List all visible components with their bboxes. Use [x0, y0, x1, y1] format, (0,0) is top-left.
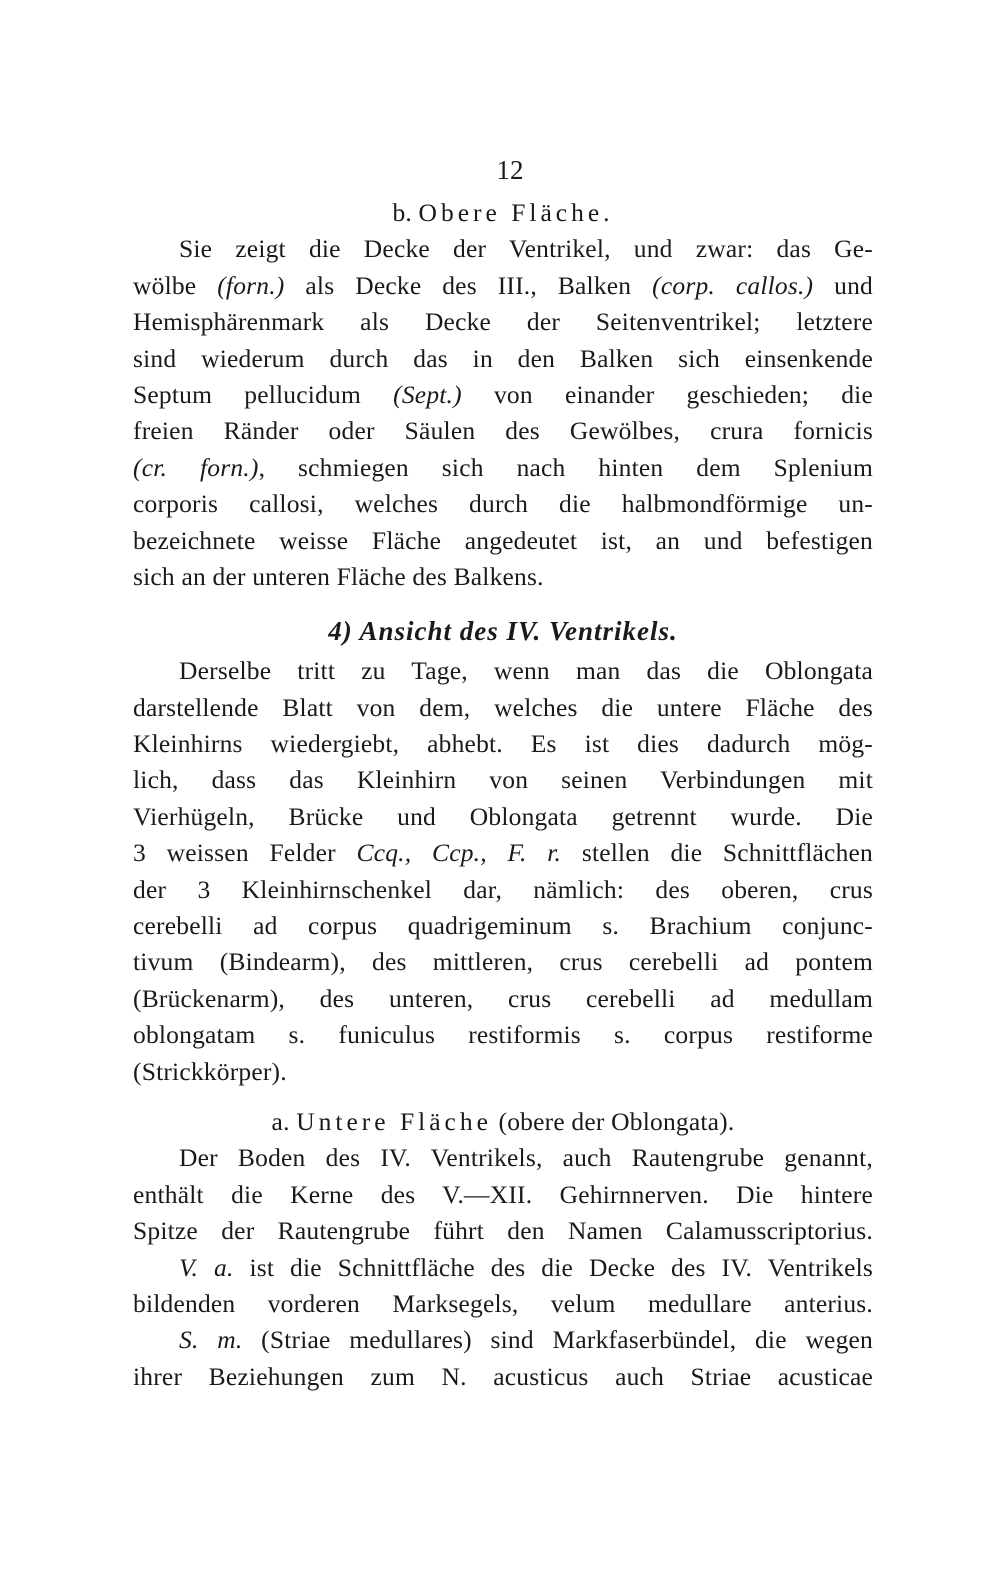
text-line: der 3 Kleinhirnschenkel dar, nämlich: des oberen, crus — [133, 874, 873, 904]
text-line: enthält die Kerne des V.—XII. Gehirnnerven. Die hintere — [133, 1179, 873, 1209]
text-line — [133, 1250, 873, 1286]
text-line: sind wiederum durch das in den Balken sich einsenkende — [133, 343, 873, 373]
text-line: darstellende Blatt von dem, welches die untere Fläche des — [133, 692, 873, 722]
text-line: bildenden vorderen Marksegels, velum medullare anterius. — [133, 1288, 873, 1318]
abbrev-italic: Ccq., Ccp., F. r. — [356, 838, 562, 868]
text-line: Derselbe tritt zu Tage, wenn man das die Oblongata — [179, 656, 873, 686]
text-line: corporis callosi, welches durch die halbmondförmige un- — [133, 489, 873, 519]
text-span: und — [813, 270, 873, 300]
text-span: wölbe — [133, 270, 218, 300]
text-line: (Strickkörper). — [133, 1056, 287, 1086]
text-span: von einander geschieden; die — [461, 379, 873, 409]
text-line: bezeichnete weisse Fläche angedeutet ist, an und befestigen — [133, 525, 873, 555]
spacer — [133, 1090, 873, 1104]
text-line: (Brückenarm), des unteren, crus cerebelli ad medullam — [133, 983, 873, 1013]
section-4-heading: 4) Ansicht des IV. Ventrikels. — [328, 616, 678, 647]
section-b-title: Obere Fläche. — [418, 198, 614, 227]
text-span: , schmiegen sich nach hinten dem Splenium — [258, 452, 873, 482]
page-number: 12 — [496, 155, 524, 185]
text-line — [133, 450, 873, 486]
text-line: sich an der unteren Fläche des Balkens. — [133, 561, 544, 591]
text-span: stellen die Schnittflächen — [561, 838, 873, 868]
text-line: Spitze der Rautengrube führt den Namen Calamusscriptorius. — [133, 1216, 873, 1246]
text-line: Der Boden des IV. Ventrikels, auch Rautengrube genannt, — [179, 1143, 873, 1173]
text-line — [133, 835, 873, 871]
text-span: Septum pellucidum — [133, 379, 394, 409]
text-line: Kleinhirns wiedergiebt, abhebt. Es ist dies dadurch mög- — [133, 729, 873, 759]
text-line — [133, 377, 873, 413]
text-span: (Striae medullares) sind Markfaserbündel, die wegen — [242, 1325, 873, 1355]
text-span: 3 weissen Felder — [133, 838, 357, 868]
section-a-prefix: a. — [271, 1106, 290, 1136]
section-b-heading — [133, 195, 873, 231]
text-line: cerebelli ad corpus quadrigeminum s. Brachium conjunc- — [133, 911, 873, 941]
abbrev-italic: (forn.) — [217, 270, 285, 300]
text-line: oblongatam s. funiculus restiformis s. corpus restiforme — [133, 1020, 873, 1050]
section-a-title: Untere Fläche — [296, 1106, 492, 1136]
section-a-suffix: (obere der Oblongata). — [498, 1106, 735, 1136]
text-line — [133, 1322, 873, 1358]
page — [133, 155, 873, 1395]
abbrev-italic: (corp. callos.) — [652, 270, 814, 300]
text-line: Vierhügeln, Brücke und Oblongata getrennt wurde. Die — [133, 801, 873, 831]
text-span: als Decke des III., Balken — [284, 270, 653, 300]
text-line: freien Ränder oder Säulen des Gewölbes, crura fornicis — [133, 416, 873, 446]
text-line — [133, 268, 873, 304]
text-line: ihrer Beziehungen zum N. acusticus auch Striae acusticae — [133, 1361, 873, 1391]
abbrev-italic: V. a. — [179, 1252, 234, 1282]
abbrev-italic: (Sept.) — [393, 379, 462, 409]
text-line: tivum (Bindearm), des mittleren, crus cerebelli ad pontem — [133, 947, 873, 977]
text-line: Hemisphärenmark als Decke der Seitenventrikel; letztere — [133, 307, 873, 337]
text-line: Sie zeigt die Decke der Ventrikel, und zwar: das Ge- — [179, 234, 873, 264]
text-span: ist die Schnittfläche des die Decke des IV. Ventrikels — [233, 1252, 873, 1282]
section-a-heading — [133, 1104, 873, 1140]
abbrev-italic: S. m. — [179, 1325, 243, 1355]
abbrev-italic: (cr. forn.) — [133, 452, 259, 482]
text-line: lich, dass das Kleinhirn von seinen Verbindungen mit — [133, 765, 873, 795]
section-b-prefix: b. — [392, 198, 412, 227]
